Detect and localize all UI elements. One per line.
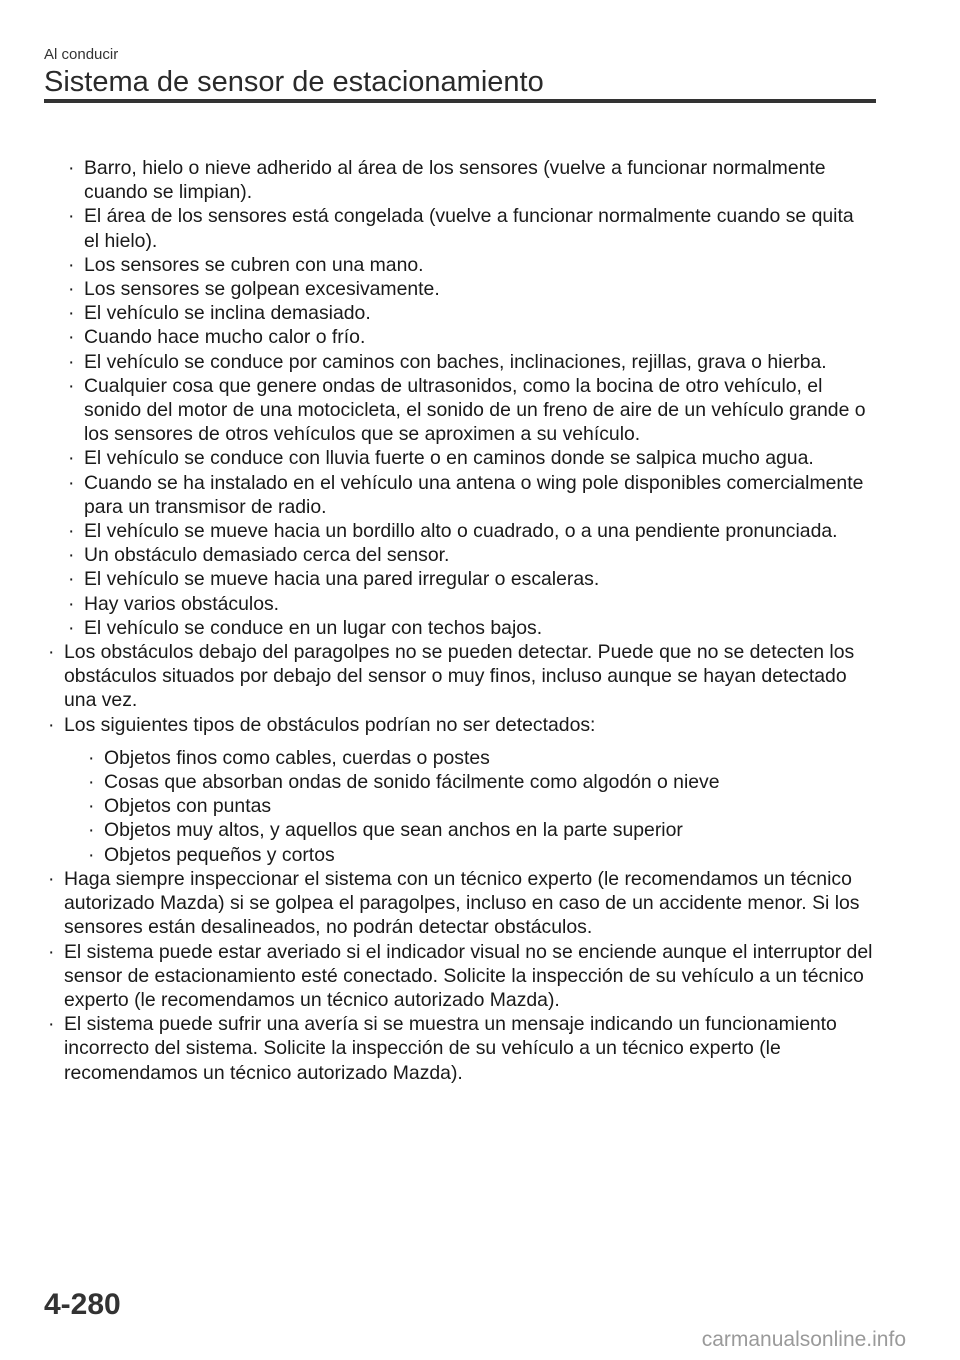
list-item: · Objetos muy altos, y aquellos que sean anchos en la parte superior [84, 818, 874, 842]
list-item: · Cualquier cosa que genere ondas de ultrasonidos, como la bocina de otro vehículo, el sonido del motor de una motocicleta, el sonido de un freno de aire de un vehículo grande o los sensores de otros vehículos que se aproximen a su vehículo. [64, 374, 874, 447]
list-item: · Hay varios obstáculos. [64, 592, 874, 616]
list-item: · El vehículo se conduce en un lugar con techos bajos. [64, 616, 874, 640]
list-item: · Cosas que absorban ondas de sonido fácilmente como algodón o nieve [84, 770, 874, 794]
header-rule [44, 99, 876, 103]
obstacles-list [84, 746, 874, 867]
list-item: · El vehículo se mueve hacia un bordillo alto o cuadrado, o a una pendiente pronunciada. [64, 519, 874, 543]
list-item: · El sistema puede estar averiado si el indicador visual no se enciende aunque el interruptor del sensor de estacionamiento esté conectado. Solicite la inspección de su vehículo a un técnico experto (le recomendamos un técnico autorizado Mazda). [44, 940, 874, 1013]
list-item: · El vehículo se conduce con lluvia fuerte o en caminos donde se salpica mucho agua. [64, 446, 874, 470]
list-item: · Los sensores se cubren con una mano. [64, 253, 874, 277]
section-label: Al conducir [44, 46, 119, 63]
conditions-list [64, 156, 874, 640]
content-body [44, 156, 874, 1085]
page-title: Sistema de sensor de estacionamiento [44, 66, 544, 98]
list-item: · Haga siempre inspeccionar el sistema con un técnico experto (le recomendamos un técnico autorizado Mazda) si se golpea el paragolpes, incluso en caso de un accidente menor. Si los sensores están desalineados, no podrán detectar obstáculos. [44, 867, 874, 940]
page-header [44, 46, 876, 100]
list-item [44, 713, 874, 867]
list-item: · Un obstáculo demasiado cerca del sensor. [64, 543, 874, 567]
list-item: · Cuando hace mucho calor o frío. [64, 325, 874, 349]
list-item: · Objetos finos como cables, cuerdas o postes [84, 746, 874, 770]
page-number: 4-280 [44, 1288, 121, 1321]
list-item: · Objetos pequeños y cortos [84, 843, 874, 867]
list-item: · El vehículo se conduce por caminos con baches, inclinaciones, rejillas, grava o hierba. [64, 350, 874, 374]
list-item: · El área de los sensores está congelada (vuelve a funcionar normalmente cuando se quita el hielo). [64, 204, 874, 252]
list-item: · Objetos con puntas [84, 794, 874, 818]
list-item: · El sistema puede sufrir una avería si se muestra un mensaje indicando un funcionamiento incorrecto del sistema. Solicite la inspección de su vehículo a un técnico experto (le recomendamos un técnico autorizado Mazda). [44, 1012, 874, 1085]
list-item: · Los sensores se golpean excesivamente. [64, 277, 874, 301]
list-item: · El vehículo se mueve hacia una pared irregular o escaleras. [64, 567, 874, 591]
notes-list [44, 640, 874, 1085]
list-item: · El vehículo se inclina demasiado. [64, 301, 874, 325]
watermark: carmanualsonline.info [701, 1328, 906, 1351]
list-item: · Cuando se ha instalado en el vehículo una antena o wing pole disponibles comercialmente para un transmisor de radio. [64, 471, 874, 519]
list-item-text: Los siguientes tipos de obstáculos podrían no ser detectados: [64, 713, 596, 736]
list-item: · Barro, hielo o nieve adherido al área de los sensores (vuelve a funcionar normalmente cuando se limpian). [64, 156, 874, 204]
list-item: · Los obstáculos debajo del paragolpes no se pueden detectar. Puede que no se detecten los obstáculos situados por debajo del sensor o muy finos, incluso aunque se hayan detectado una vez. [44, 640, 874, 713]
